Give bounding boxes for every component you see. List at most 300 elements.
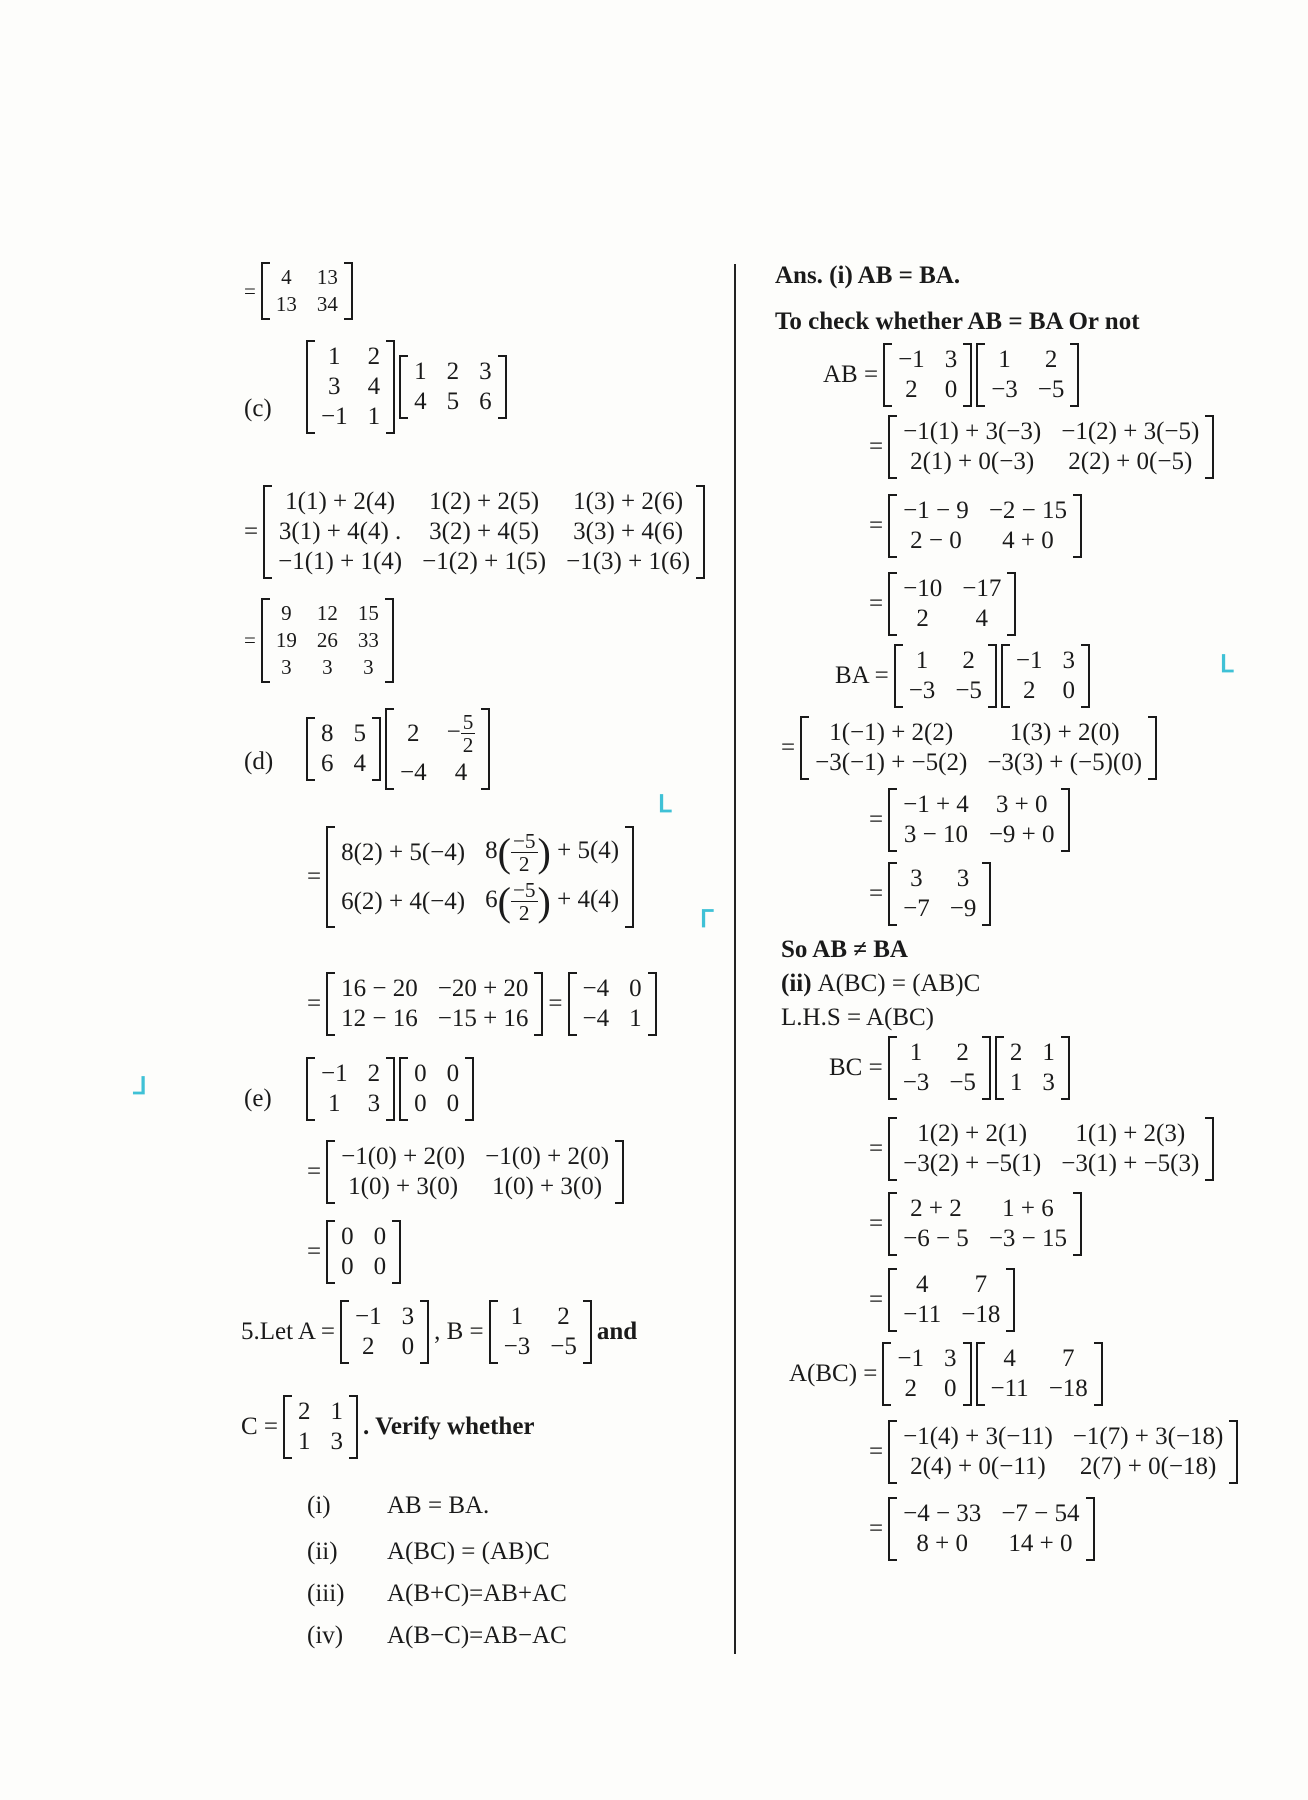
bracket-left [568,972,577,1036]
fraction-numerator: 5 [462,710,474,734]
bracket-left [888,572,897,636]
matrix-cell: 13 [275,292,297,316]
bc-expanded [866,1117,1216,1181]
bracket-left [399,1057,408,1121]
bracket-right [696,485,705,579]
matrix [326,1140,624,1204]
matrix-cell: 4 + 0 [1002,527,1054,554]
fraction [511,879,538,925]
matrix-cell: −18 [1048,1375,1088,1402]
bracket-left [306,1057,315,1121]
paren-close: ) [537,830,551,875]
matrix [489,1300,592,1364]
matrix-cell: 1 + 6 [1002,1195,1054,1222]
matrix [306,1057,395,1121]
text: , B = [434,1318,484,1345]
text: To check whether AB = BA Or not [775,308,1140,335]
answer-heading [772,262,963,290]
text: AB = BA. [387,1492,490,1519]
bracket-left [976,1342,985,1406]
a-bc-expanded [866,1420,1240,1484]
matrix-cell: 1(3) + 2(0) [1009,719,1120,746]
matrix-cell: −3 [991,376,1018,403]
matrix-cell: 1 [1009,1069,1023,1096]
matrix-cell: −1(0) + 2(0) [485,1143,610,1170]
bracket-right [534,972,543,1036]
matrix-cell: 4 [367,373,381,400]
matrix-cell: −4 [400,758,427,786]
bracket-left [306,340,315,434]
matrix-body [315,340,386,434]
matrix-cell: −18 [961,1301,1001,1328]
result-e [304,1220,403,1284]
matrix-cell: 1 [328,343,341,370]
matrix-body [897,1036,982,1100]
matrix [326,1220,401,1284]
matrix-cell: 3 [479,358,492,385]
matrix [888,1268,1015,1332]
matrix [976,1342,1103,1406]
bracket-left [261,598,270,683]
matrix-cell: 1 [414,358,427,385]
text: = [307,863,322,890]
matrix-cell: −7 − 54 [1001,1500,1080,1527]
matrix-cell: 4 [281,265,292,289]
text: 5.Let A = [241,1318,335,1345]
matrix-cell: −1 − 9 [903,497,969,524]
bracket-right [386,1057,395,1121]
text: = [244,278,256,303]
bracket-left [489,1300,498,1364]
matrix-body [292,1395,349,1459]
matrix-body [270,262,344,320]
matrix-cell: 1(2) + 2(5) [429,488,540,515]
matrix-cell: −1(2) + 3(−5) [1061,418,1200,445]
result-d [304,972,659,1036]
matrix-cell: 5 [353,719,366,747]
matrix [888,1192,1082,1256]
matrix-body [897,1268,1006,1332]
result-4-13 [241,262,355,320]
paren-close: ) [537,879,551,924]
text: (c) [244,395,272,422]
a-bc-simplified [866,1497,1097,1561]
bracket-left [888,415,897,479]
part-iv [304,1622,346,1650]
bracket-right [420,1300,429,1364]
matrix-cell: 1(1) + 2(3) [1075,1120,1186,1147]
matrix-body [985,343,1070,407]
matrix-cell: 3 [322,655,333,679]
matrix-body [897,572,1007,636]
matrix-cell: 3(2) + 4(5) [429,518,540,545]
matrix-cell: 6 [321,749,334,777]
scan-mark: ᒥ [700,907,714,933]
text: BC = [829,1054,883,1081]
text: A(BC) = (AB)C [817,970,981,997]
matrix [1001,644,1090,708]
matrix-cell: 4 [915,1271,929,1298]
ab-simplified [866,494,1084,558]
matrix-cell: 0 [414,1090,427,1117]
matrix-cell: 1(0) + 3(0) [492,1173,603,1200]
matrix-cell: 2 [956,1039,969,1066]
text: and [596,1318,638,1345]
matrix [995,1036,1070,1100]
cell-prefix: 6 [485,886,498,914]
matrix [888,862,991,926]
text: AB = [823,361,879,388]
matrix-body [498,1300,583,1364]
matrix-body [985,1342,1094,1406]
matrix-body [809,716,1148,780]
matrix-cell: 2 − 0 [910,527,962,554]
matrix-cell: 3 [367,1090,381,1117]
fraction [461,711,476,757]
bracket-right [1094,1342,1103,1406]
bracket-right [1148,716,1157,780]
matrix-cell: 1 [330,1398,344,1425]
matrix [888,572,1016,636]
text: = [869,806,884,833]
matrix-cell: 2 [407,719,420,747]
matrix [340,1300,429,1364]
matrix-cell: 1 [998,346,1011,373]
matrix [261,598,394,683]
result-c [241,598,396,683]
text: A(BC) = (AB)C [387,1538,550,1565]
text: = [869,1210,884,1237]
text: = [781,734,796,761]
bracket-right [963,1342,972,1406]
matrix-cell: −3 [503,1333,531,1360]
bracket-left [995,1036,1004,1100]
question-5-line2 [238,1395,538,1459]
matrix-cell: −4 [582,975,610,1002]
bracket-left [888,1420,897,1484]
product-c [304,340,509,434]
matrix-cell: −1(2) + 1(5) [422,548,547,575]
matrix-cell: 2 [904,1375,917,1402]
matrix-cell: −2 − 15 [988,497,1068,524]
matrix-cell: 2 [1022,677,1036,704]
matrix-cell: −1(3) + 1(6) [566,548,691,575]
matrix [888,1117,1214,1181]
column-divider [734,264,736,1654]
matrix-cell: 34 [316,292,338,316]
matrix-cell: 3 [910,865,923,892]
matrix-cell: −3(1) + −5(3) [1061,1150,1200,1177]
part-iv-text [384,1622,570,1650]
ab-result [866,572,1018,636]
matrix-cell: 8 + 0 [916,1530,969,1557]
bracket-right [1061,788,1070,852]
text: = [548,990,563,1017]
matrix-cell: 1 [629,1005,642,1032]
matrix [306,717,381,781]
bracket-right [465,1057,474,1121]
matrix-cell: −6 − 5 [903,1225,969,1252]
text: C = [241,1413,279,1440]
fraction-denominator: 2 [518,901,530,925]
matrix-cell: −1 [321,1060,348,1087]
matrix-cell: −3 [908,677,936,704]
matrix-cell: −3(−1) + −5(2) [815,749,968,776]
matrix-cell: 1(2) + 2(1) [917,1120,1028,1147]
matrix-cell: 0 [1062,677,1076,704]
product-d [304,708,492,790]
text: So AB ≠ BA [781,936,908,963]
bracket-left [385,708,394,790]
bracket-right [583,1300,592,1364]
matrix-body [897,788,1060,852]
matrix-cell: 12 − 16 [341,1005,418,1032]
text: = [869,1135,884,1162]
bracket-left [888,1497,897,1561]
matrix-cell: 0 [341,1253,354,1280]
matrix-body [349,1300,420,1364]
text: (ii) [781,970,812,997]
bracket-left [882,1342,891,1406]
scan-mark: ᒪ [1220,652,1234,678]
matrix-cell: 0 [446,1090,460,1117]
text: = [869,590,884,617]
matrix-cell: 2 [367,343,381,370]
matrix-cell: 3(1) + 4(4) . [278,518,402,545]
text: = [307,1238,322,1265]
matrix-cell: −4 − 33 [903,1500,982,1527]
bracket-left [888,1268,897,1332]
matrix [326,972,543,1036]
matrix-body [577,972,648,1036]
matrix [568,972,657,1036]
matrix [882,1342,971,1406]
matrix-cell: −1(1) + 3(−3) [903,418,1042,445]
matrix-cell: 1 [915,647,929,674]
matrix-cell: 2(7) + 0(−18) [1079,1453,1217,1480]
cell-suffix: + 4(4) [550,886,620,914]
bracket-left [800,716,809,780]
matrix-body [335,1140,615,1204]
scan-mark: ᒪ [658,792,672,818]
matrix-cell [485,878,619,925]
bracket-right [648,972,657,1036]
part-ii [304,1538,341,1566]
matrix-cell: −1(0) + 2(0) [341,1143,466,1170]
matrix-body [897,494,1073,558]
matrix-body [335,1220,392,1284]
text: A(B+C)=AB+AC [387,1580,567,1607]
product-e [304,1057,476,1121]
part-iii [304,1580,348,1608]
part-ii-heading [778,970,983,998]
matrix-cell: 4 [353,749,366,777]
label-d [241,748,276,776]
matrix-body [408,1057,465,1121]
matrix-cell: 3 [944,1345,957,1372]
matrix-cell: 3 [330,1428,344,1455]
bracket-left [888,1192,897,1256]
matrix-cell: −1 [321,403,348,430]
matrix-cell: 3 [328,373,341,400]
matrix [399,355,507,419]
a-bc-product [786,1342,1105,1406]
text: . Verify whether [363,1413,535,1440]
text: = [307,1158,322,1185]
matrix [385,708,490,790]
bracket-right [982,862,991,926]
matrix-cell: 0 [629,975,642,1002]
bracket-right [481,708,490,790]
ab-expanded [866,415,1216,479]
bracket-right [963,343,972,407]
matrix-cell: −3 − 15 [988,1225,1068,1252]
matrix-cell: 3(3) + 4(6) [573,518,684,545]
bracket-left [1001,644,1010,708]
matrix-cell: −5 [1037,376,1065,403]
matrix-cell: −5 [949,1069,976,1096]
matrix-cell: 9 [281,601,292,625]
bracket-left [894,644,903,708]
expanded-d [304,826,636,928]
bracket-right [1006,1268,1015,1332]
bracket-left [306,717,315,781]
matrix-cell: 2 [905,376,918,403]
text: (d) [244,748,274,775]
matrix-cell: −1 [1015,647,1043,674]
lhs-heading [778,1004,937,1032]
bracket-right [385,598,394,683]
matrix-cell: 1 [1042,1039,1055,1066]
bracket-left [888,1036,897,1100]
matrix-cell: −7 [903,895,930,922]
matrix-cell: 0 [373,1253,387,1280]
matrix-body [897,415,1205,479]
matrix-cell: 3 [1042,1069,1055,1096]
text: (e) [244,1085,272,1112]
matrix-cell: 2 [362,1333,375,1360]
bracket-left [263,485,272,579]
expanded-e [304,1140,626,1204]
bracket-right [498,355,507,419]
matrix-cell: 5 [446,388,460,415]
matrix-body [394,708,481,790]
bracket-right [1086,1497,1095,1561]
matrix [263,485,705,579]
bracket-right [1007,572,1016,636]
matrix-cell: 3 [944,346,958,373]
part-i [304,1492,334,1520]
matrix-body [1004,1036,1061,1100]
matrix-cell: 16 − 20 [341,975,418,1002]
conclusion [778,936,911,964]
scan-mark: ᒧ [132,1074,147,1100]
ba-simplified [866,788,1072,852]
bracket-left [399,355,408,419]
matrix-cell: −1(1) + 1(4) [278,548,403,575]
text: (i) [307,1492,331,1519]
matrix-body [897,1192,1073,1256]
bracket-right [1070,343,1079,407]
matrix [888,415,1214,479]
ab-product [820,343,1081,407]
bracket-right [372,717,381,781]
matrix-cell: −1(7) + 3(−18) [1072,1423,1224,1450]
matrix [261,262,353,320]
fraction [511,830,538,876]
matrix-body [408,355,498,419]
bc-simplified [866,1192,1084,1256]
matrix-cell: −3 [902,1069,930,1096]
matrix-cell: 6 [479,388,492,415]
bracket-right [349,1395,358,1459]
matrix-cell: 3 [401,1303,415,1330]
matrix-cell: 4 [414,388,427,415]
matrix [894,644,997,708]
text: Ans. (i) AB = BA. [775,262,961,289]
matrix-cell: 0 [446,1060,460,1087]
check-heading [772,308,1143,336]
matrix-cell: 1(1) + 2(4) [285,488,396,515]
matrix-cell: −10 [903,575,943,602]
matrix [888,494,1082,558]
bracket-left [261,262,270,320]
matrix [306,340,395,434]
matrix-body [270,598,385,683]
matrix-cell: 2 [298,1398,311,1425]
matrix-cell: −1(4) + 3(−11) [903,1423,1053,1450]
text: A(B−C)=AB−AC [387,1622,567,1649]
matrix-cell: 6(2) + 4(−4) [341,887,466,915]
bracket-left [888,862,897,926]
matrix-cell: 19 [275,628,297,652]
matrix-cell: 3 + 0 [995,791,1048,818]
bracket-left [883,343,892,407]
matrix-body [335,972,534,1036]
matrix-cell: 4 [1003,1345,1016,1372]
matrix-cell: −15 + 16 [437,1005,529,1032]
ba-product [832,644,1092,708]
text: = [869,880,884,907]
bracket-left [326,826,335,928]
part-iii-text [384,1580,570,1608]
matrix [326,826,634,928]
fraction-numerator: −5 [512,877,536,902]
bracket-right [615,1140,624,1204]
matrix-cell: 1(−1) + 2(2) [829,719,954,746]
text: (iv) [307,1622,344,1649]
matrix-cell: 8(2) + 5(−4) [341,838,466,866]
matrix [888,1036,991,1100]
bc-product [826,1036,1072,1100]
bracket-right [982,1036,991,1100]
bracket-left [888,1117,897,1181]
matrix-cell: 1 [328,1090,341,1117]
matrix-cell: 33 [357,628,379,652]
matrix-cell: 1 [510,1303,524,1330]
matrix-body [1010,644,1081,708]
matrix [883,343,972,407]
matrix-cell: 2 [1044,346,1058,373]
matrix-cell: 3 [956,865,970,892]
question-5-line1 [238,1300,640,1364]
bracket-right [625,826,634,928]
text: A(BC) = [789,1360,878,1387]
matrix-cell: 4 [454,758,468,786]
matrix [888,1420,1238,1484]
matrix-cell: 7 [974,1271,988,1298]
cell-prefix: − [446,718,461,746]
